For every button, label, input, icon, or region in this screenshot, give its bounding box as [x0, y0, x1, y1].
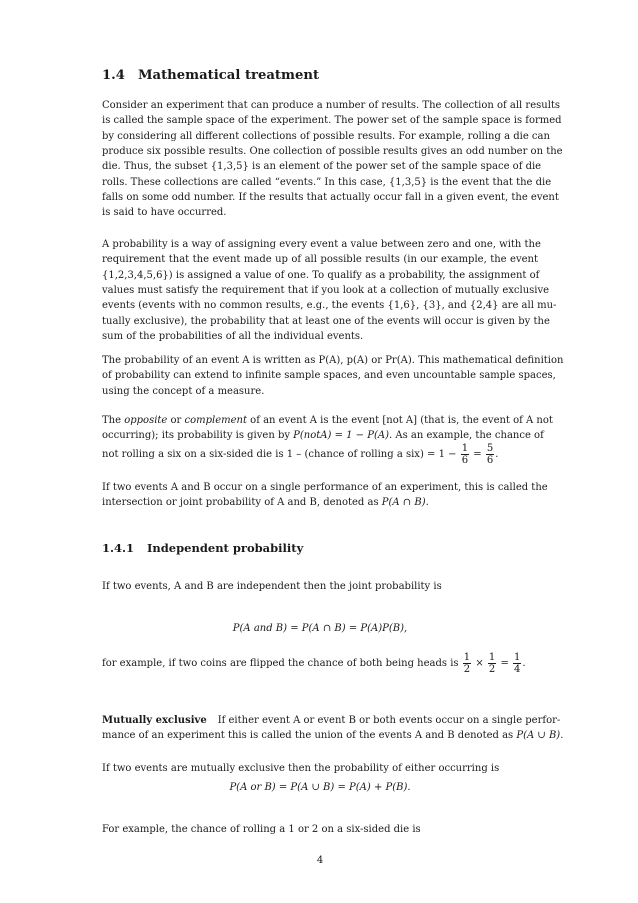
- subsection-number: 1.4.1: [102, 541, 135, 555]
- paragraph-coins: [102, 652, 538, 675]
- equation-union-probability: P(A or B) = P(A ∪ B) = P(A) + P(B).: [229, 782, 411, 793]
- formula-complement: P(notA) = 1 − P(A): [293, 430, 389, 442]
- text-line: using the concept of a measure.: [102, 385, 265, 397]
- text-line: not rolling a six on a six-sided die is 1 – (chance of rolling a six) = 1 − $\frac{1}{6}$ = $\frac{5}{6}$ .: [102, 442, 499, 466]
- fraction-one-sixth: $\frac{1}{6}$: [461, 442, 469, 466]
- text-line: Mutually exclusive If either event A or event B or both events occur on a single perfor-: [102, 715, 561, 726]
- text-line: The opposite or complement of an event A is the event [not A] (that is, the event of A not: [102, 415, 553, 426]
- paragraph-independent: [102, 579, 538, 594]
- paragraph-heading: Mutually exclusive: [102, 715, 207, 726]
- paragraph-probability-definition: [102, 237, 557, 344]
- paragraph-sample-space: [102, 98, 563, 221]
- text-line: is called the sample space of the experiment. The power set of the sample space is formed: [102, 115, 562, 127]
- text-line: If two events A and B occur on a single performance of an experiment, this is called the: [102, 482, 548, 493]
- text-line: sum of the probabilities of all the individual events.: [102, 331, 364, 343]
- section-heading: [102, 68, 319, 83]
- section-title: Mathematical treatment: [137, 68, 320, 83]
- fraction-quarter: $\frac{1}{4}$: [514, 652, 521, 675]
- text-line: for example, if two coins are flipped the chance of both being heads is $\frac{1}{2}$ × $\frac{1}{2}$ = $\frac{1}{4}$ .: [102, 652, 526, 675]
- text-line: tually exclusive), the probability that at least one of the events will occur is given by the: [102, 315, 550, 327]
- paragraph-union-rule: [102, 761, 538, 776]
- text-line: is said to have occurred.: [102, 207, 227, 219]
- paragraph-example: [102, 822, 538, 837]
- text-line: events (events with no common results, e.g., the events {1,6}, {3}, and {2,4} are all mu-: [102, 300, 557, 312]
- term-complement: complement: [184, 415, 247, 426]
- paragraph-intersection: [102, 480, 548, 511]
- text-line: The probability of an event A is written as P(A), p(A) or Pr(A). This mathematical definition: [102, 355, 564, 366]
- subsection-title: Independent probability: [147, 541, 304, 555]
- paragraph-notation: [102, 353, 564, 399]
- text-line: {1,2,3,4,5,6}) is assigned a value of one. To qualify as a probability, the assignment of: [102, 269, 540, 281]
- text-line: mance of an experiment this is called the union of the events A and B denoted as P(A ∪ B).: [102, 730, 564, 742]
- paragraph-mutually-exclusive: [102, 713, 564, 744]
- text-line: requirement that the event made up of all possible results (in our example, the event: [102, 254, 538, 266]
- text-line: If two events, A and B are independent then the joint probability is: [102, 581, 442, 592]
- text-line: If two events are mutually exclusive then the probability of either occurring is: [102, 763, 500, 774]
- paragraph-complement: [102, 413, 553, 466]
- text-line: A probability is a way of assigning every event a value between zero and one, with the: [102, 239, 541, 250]
- text-line: rolls. These collections are called “events.” In this case, {1,3,5} is the event that the die: [102, 176, 552, 188]
- page-number: 4: [316, 855, 324, 866]
- term-opposite: opposite: [124, 415, 168, 426]
- text-line: produce six possible results. One collection of possible results gives an odd number on the: [102, 146, 563, 158]
- text-line: For example, the chance of rolling a 1 or 2 on a six-sided die is: [102, 824, 421, 835]
- text-line: by considering all different collections of possible results. For example, rolling a die can: [102, 130, 550, 142]
- text-line: values must satisfy the requirement that if you look at a collection of mutually exclusive: [102, 285, 550, 297]
- text-line: Consider an experiment that can produce a number of results. The collection of all results: [102, 100, 561, 111]
- text-line: falls on some odd number. If the results that actually occur fall in a given event, the event: [102, 192, 559, 204]
- text-line: of probability can extend to infinite sample spaces, and even uncountable sample spaces,: [102, 370, 556, 382]
- text-line: intersection or joint probability of A and B, denoted as P(A ∩ B).: [102, 497, 429, 509]
- fraction-half: $\frac{1}{2}$: [463, 652, 471, 675]
- fraction-five-sixths: $\frac{5}{6}$: [486, 442, 494, 466]
- formula-intersection: P(A ∩ B): [381, 497, 426, 509]
- subsection-heading: [102, 541, 303, 555]
- section-number: 1.4: [102, 68, 125, 83]
- text-line: die. Thus, the subset {1,3,5} is an element of the power set of the sample space of die: [102, 161, 542, 173]
- fraction-half: $\frac{1}{2}$: [488, 652, 496, 675]
- text-line: occurring); its probability is given by P(notA) = 1 − P(A). As an example, the chance of: [102, 430, 544, 442]
- formula-union: P(A ∪ B): [516, 730, 561, 742]
- equation-joint-probability: P(A and B) = P(A ∩ B) = P(A)P(B),: [232, 623, 408, 634]
